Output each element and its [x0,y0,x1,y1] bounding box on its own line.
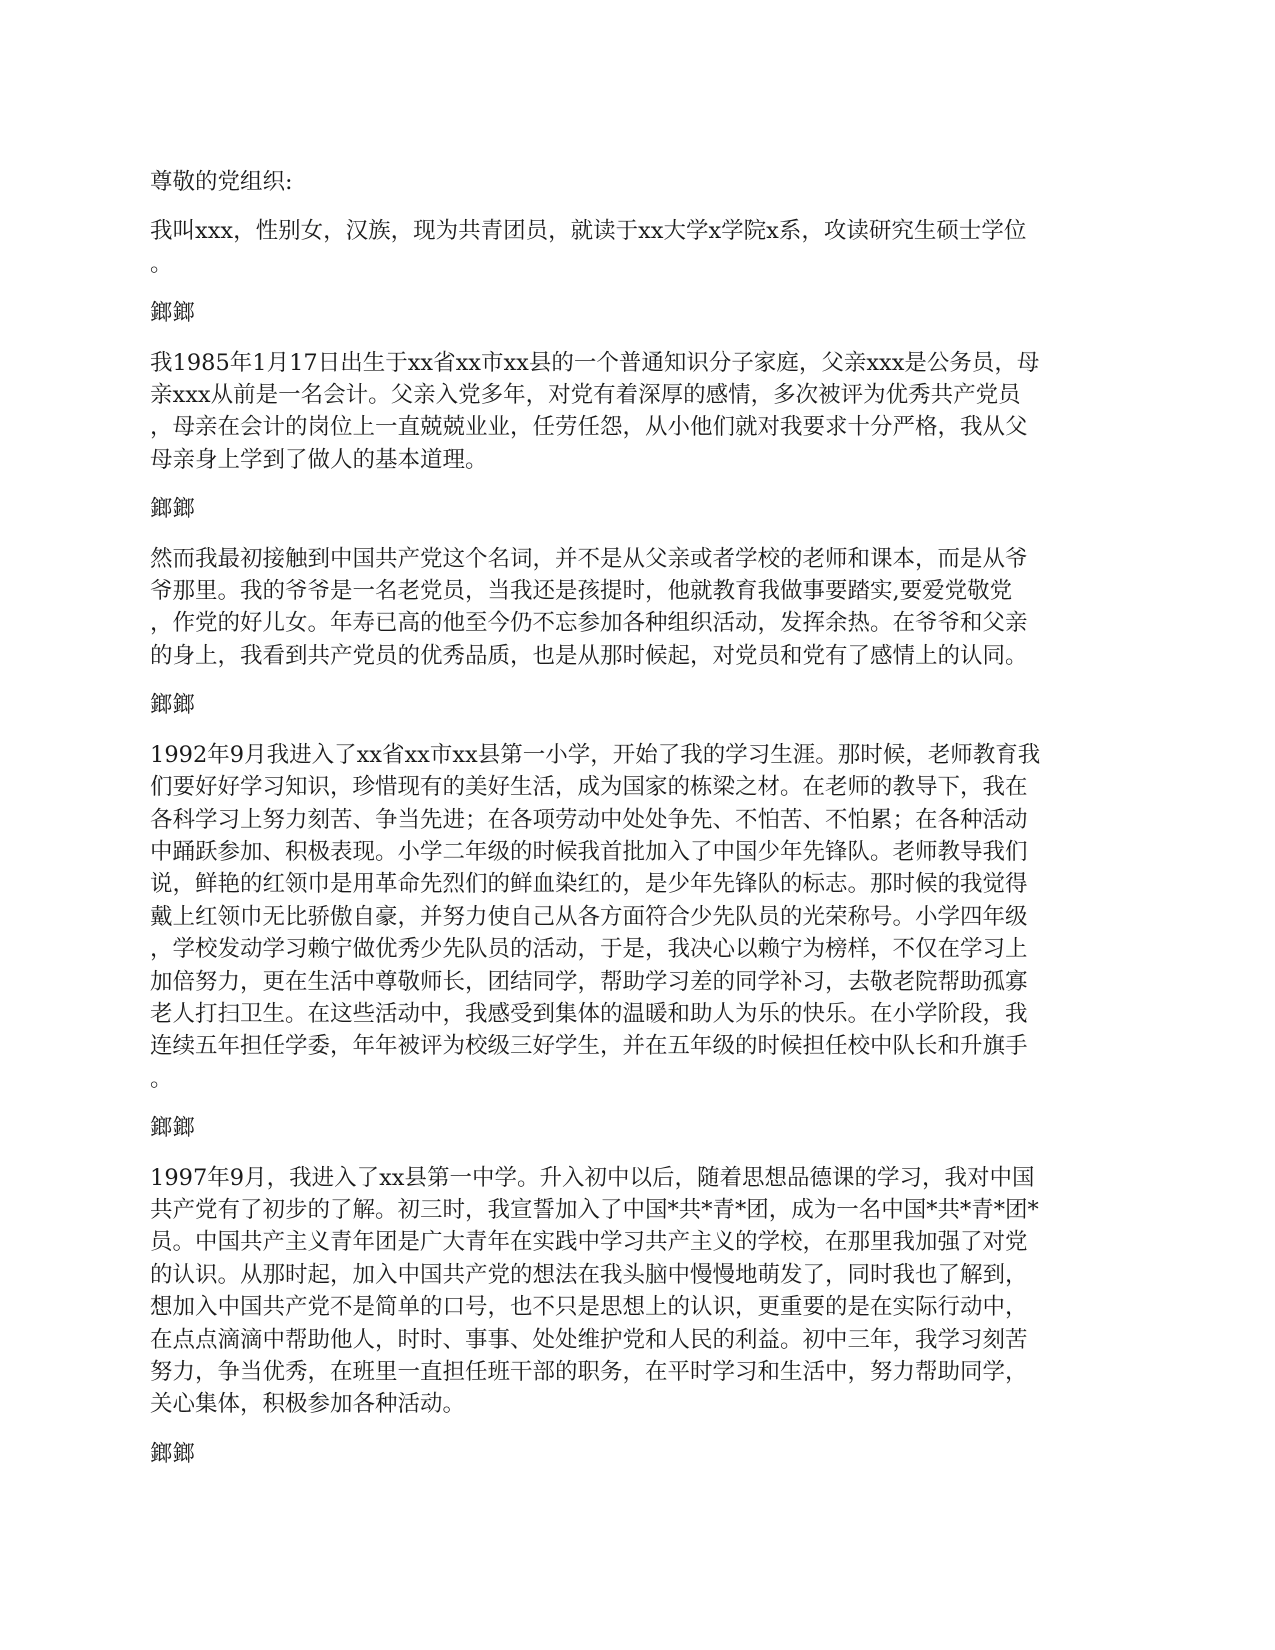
paragraph-separator: 鎯鎯 [150,1115,196,1142]
greeting: 尊敬的党组织: [150,169,293,195]
paragraph-separator: 鎯鎯 [150,300,196,327]
paragraph-separator: 鎯鎯 [150,692,196,719]
paragraph-primary-school: 1992年9月我进入了xx省xx市xx县第一小学，开始了我的学习生涯。那时候，老师教育我 们要好好学习知识，珍惜现有的美好生活，成为国家的栋梁之材。在老师的教导下，我在 各科学习上努力刻苦、争当先进；在各项劳动中处处争先、不怕苦、不怕累；在各种活动 中踊跃参加、积极表现。小学二年级的时候我首批加入了中国少年先锋队。老师教导我们 说，鲜艳的红领巾是用革命先烈们的鲜血染红的，是少年先锋队的标志。那时候的我觉得 戴上红领巾无比骄傲自豪，并努力使自己从各方面符合少先队员的光荣称号。小学四年级 ，学校发动学习赖宁做优秀少先队员的活动，于是，我决心以赖宁为榜样，不仅在学习上 加倍努力，更在生活中尊敬师长，团结同学，帮助学习差的同学补习，去敬老院帮助孤寡 老人打扫卫生。在这些活动中，我感受到集体的温暖和助人为乐的快乐。在小学阶段，我 连续五年担任学委，年年被评为校级三好学生，并在五年级的时候担任校中队长和升旗手 。 [150,741,1041,1092]
paragraph-separator: 鎯鎯 [150,496,196,523]
paragraph-self-intro: 我叫xxx，性别女，汉族，现为共青团员，就读于xx大学x学院x系，攻读研究生硕士学位 。 [150,218,1027,277]
paragraph-separator: 鎯鎯 [150,1440,196,1467]
paragraph-family: 我1985年1月17日出生于xx省xx市xx县的一个普通知识分子家庭，父亲xxx是公务员，母 亲xxx从前是一名会计。父亲入党多年，对党有着深厚的感情，多次被评为优秀共产党员 ，母亲在会计的岗位上一直兢兢业业，任劳任怨，从小他们就对我要求十分严格，我从父 母亲身上学到了做人的基本道理。 [150,349,1040,473]
document-body [150,166,1125,1487]
paragraph-middle-school: 1997年9月，我进入了xx县第一中学。升入初中以后，随着思想品德课的学习，我对中国 共产党有了初步的了解。初三时，我宣誓加入了中国*共*青*团，成为一名中国*共*青*团* 员。中国共产主义青年团是广大青年在实践中学习共产主义的学校，在那里我加强了对党 的认识。从那时起，加入中国共产党的想法在我头脑中慢慢地萌发了，同时我也了解到， 想加入中国共产党不是简单的口号，也不只是思想上的认识，更重要的是在实际行动中， 在点点滴滴中帮助他人，时时、事事、处处维护党和人民的利益。初中三年，我学习刻苦 努力，争当优秀，在班里一直担任班干部的职务，在平时学习和生活中，努力帮助同学， 关心集体，积极参加各种活动。 [150,1164,1039,1418]
paragraph-grandfather: 然而我最初接触到中国共产党这个名词，并不是从父亲或者学校的老师和课本，而是从爷 爷那里。我的爷爷是一名老党员，当我还是孩提时，他就教育我做事要踏实,要爱党敬党 ，作党的好儿女。年寿已高的他至今仍不忘参加各种组织活动，发挥余热。在爷爷和父亲 的身上，我看到共产党员的优秀品质，也是从那时候起，对党员和党有了感情上的认同。 [150,545,1028,669]
